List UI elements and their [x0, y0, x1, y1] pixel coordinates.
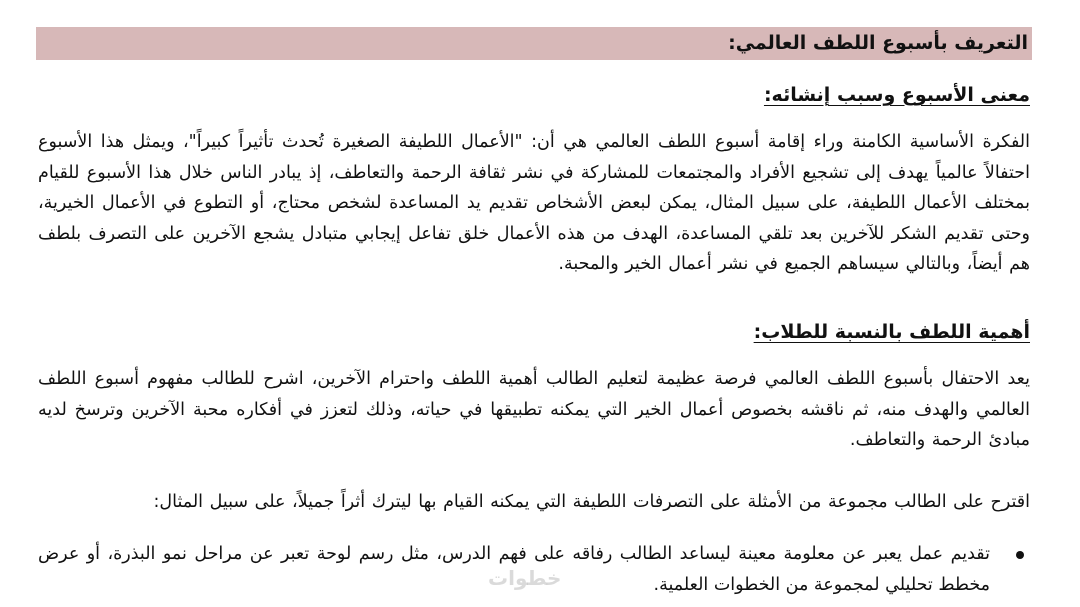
section-heading-importance: أهمية اللطف بالنسبة للطلاب: [753, 321, 1030, 343]
watermark-logo: خطوات [488, 566, 562, 590]
section-paragraph-meaning: الفكرة الأساسية الكامنة وراء إقامة أسبوع اللطف العالمي هي أن: "الأعمال اللطيفة الصغيرة تُحدث تأثيراً كبيراً"، ويمثل هذا الأسبوع احتفالاً عالمياً يهدف إلى تشجيع الأفراد والمجتمعات للمشاركة في نشر ثقافة الرحمة والتعاطف، إذ يبادر الناس خلال هذا الأسبوع للقيام بمختلف الأعمال اللطيفة، على سبيل المثال، يمكن لبعض الأشخاص تقديم يد المساعدة لشخص محتاج، أو التطوع في الأعمال الخيرية، وحتى تقديم الشكر للآخرين بعد تلقي المساعدة، الهدف من هذه الأعمال خلق تفاعل إيجابي متبادل يشجع الآخرين على التصرف بلطف هم أيضاً، وبالتالي سيساهم الجميع في نشر أعمال الخير والمحبة. [38, 132, 1030, 274]
section-heading-meaning: معنى الأسبوع وسبب إنشائه: [763, 84, 1030, 106]
list-item-text: تقديم عمل يعبر عن معلومة معينة ليساعد الطالب رفاقه على فهم الدرس، مثل رسم لوحة تعبر عن مراحل نمو البذرة، أو عرض مخطط تحليلي لمجموعة من الخطوات العلمية. [38, 544, 990, 595]
examples-intro: اقترح على الطالب مجموعة من الأمثلة على التصرفات اللطيفة التي يمكنه القيام بها ليترك أثراً جميلاً، على سبيل المثال: [153, 492, 1030, 512]
bullet-icon [1016, 551, 1024, 559]
section-paragraph-importance: يعد الاحتفال بأسبوع اللطف العالمي فرصة عظيمة لتعليم الطالب أهمية اللطف واحترام الآخرين، اشرح للطالب مفهوم أسبوع اللطف العالمي والهدف منه، ثم ناقشه بخصوص أعمال الخير التي يمكنه تطبيقها في حياته، وذلك لتعزز في أفكاره محبة الآخرين وترسخ لديه مبادئ الرحمة والتعاطف. [38, 369, 1030, 450]
page-title: التعريف بأسبوع اللطف العالمي: [36, 27, 1032, 60]
